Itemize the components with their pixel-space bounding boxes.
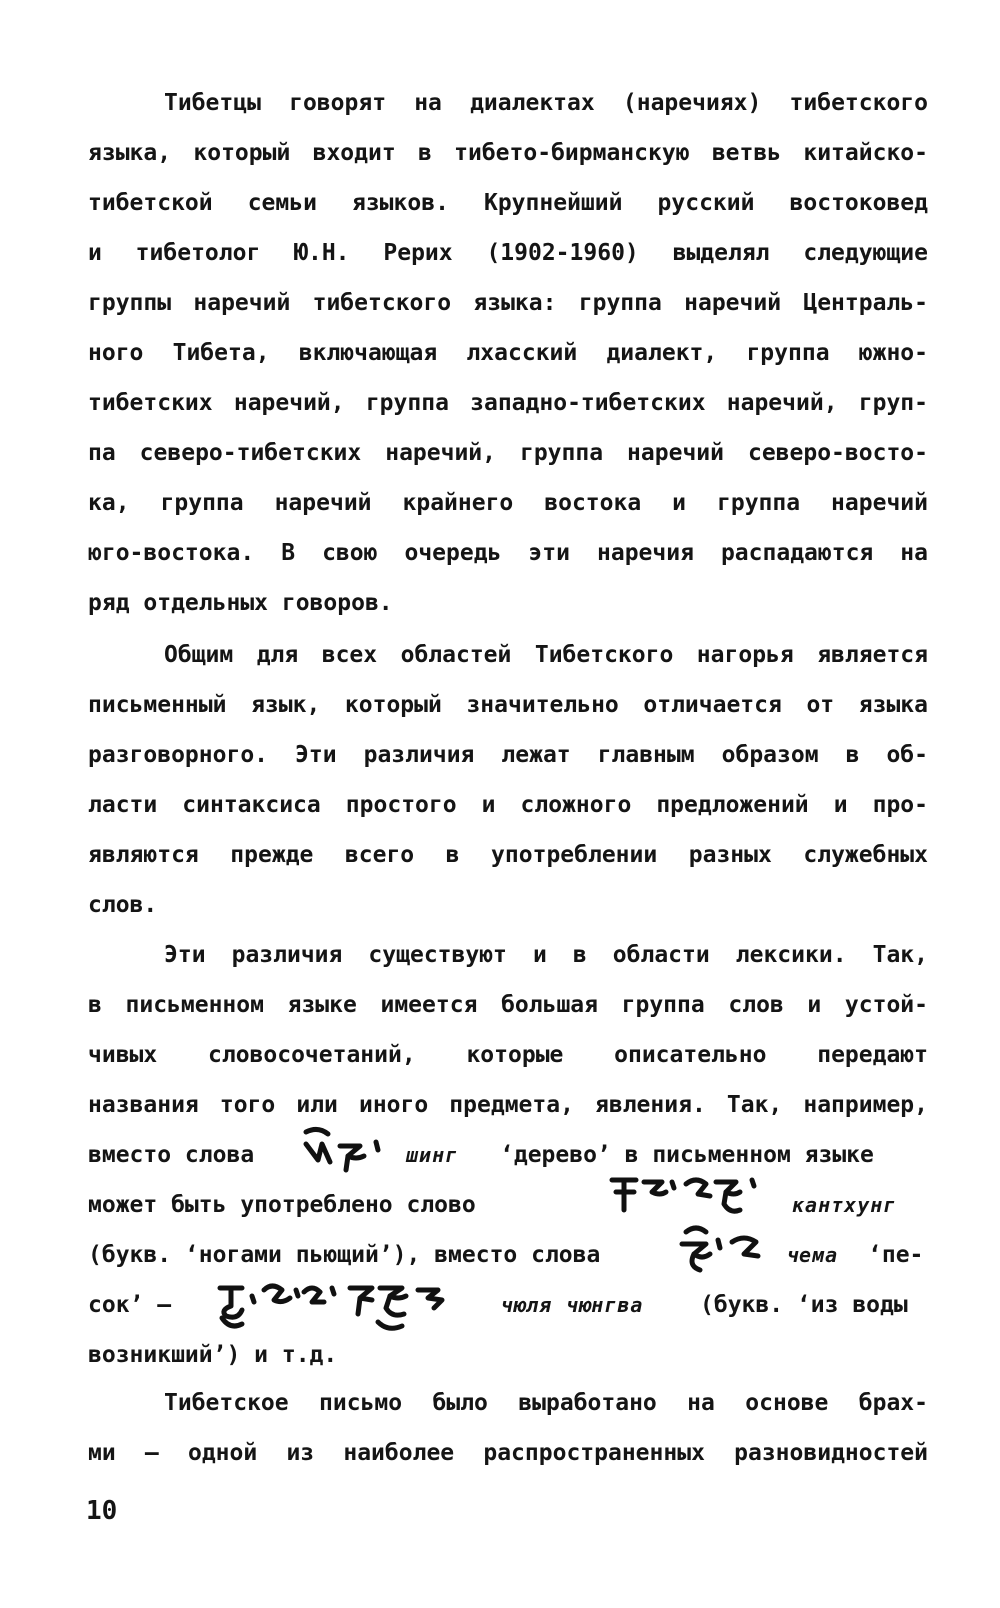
tibetan-word-kangthung: [606, 1170, 778, 1226]
text-line: и тибетолог Ю.Н. Рерих (1902-1960) выделял следующие: [88, 240, 928, 266]
text-line: являются прежде всего в употреблении разных служебных: [88, 842, 928, 868]
text-line-mixed: [88, 1240, 928, 1270]
text-line: в письменном языке имеется большая группа слов и устой-: [88, 992, 928, 1018]
transliteration: чюля чюнгва: [500, 1293, 644, 1317]
text-segment: может быть употреблено слово: [88, 1192, 476, 1218]
tibetan-phrase-chulay-chungwa: [212, 1274, 488, 1344]
text-line: возникший’) и т.д.: [88, 1342, 338, 1368]
text-segment: (букв. ‘ногами пьющий’), вместо слова: [88, 1242, 601, 1268]
text-line: чивых словосочетаний, которые описательно передают: [88, 1042, 928, 1068]
transliteration: кантхунг: [792, 1193, 897, 1217]
text-line: письменный язык, который значительно отличается от языка: [88, 692, 928, 718]
transliteration: чема: [786, 1243, 839, 1267]
text-segment: ‘дерево’ в письменном языке: [500, 1142, 874, 1168]
text-segment: (букв. ‘из воды: [700, 1292, 908, 1318]
text-line: тибетских наречий, группа западно-тибетских наречий, груп-: [88, 390, 928, 416]
text-line-mixed: [88, 1290, 928, 1320]
text-line: ного Тибета, включающая лхасский диалект, группа южно-: [88, 340, 928, 366]
text-line: Общим для всех областей Тибетского нагорья является: [164, 642, 928, 668]
text-line: группы наречий тибетского языка: группа наречий Централь-: [88, 290, 928, 316]
text-segment: сок’ –: [88, 1292, 172, 1318]
text-segment: вместо слова: [88, 1142, 255, 1168]
text-line: Тибетское письмо было выработано на основе брах-: [164, 1390, 928, 1416]
tibetan-word-shing: [298, 1126, 408, 1176]
text-line: ласти синтаксиса простого и сложного предложений и про-: [88, 792, 928, 818]
text-line: названия того или иного предмета, явления. Так, например,: [88, 1092, 928, 1118]
text-line: разговорного. Эти различия лежат главным образом в об-: [88, 742, 928, 768]
text-segment: ‘пе-: [868, 1242, 924, 1268]
text-line: ряд отдельных говоров.: [88, 590, 393, 616]
text-line: ка, группа наречий крайнего востока и группа наречий: [88, 490, 928, 516]
text-line: языка, который входит в тибето-бирманскую ветвь китайско-: [88, 140, 928, 166]
text-line-mixed: [88, 1190, 928, 1220]
text-line: ми – одной из наиболее распространенных разновидностей: [88, 1440, 928, 1466]
text-line: Эти различия существуют и в области лексики. Так,: [164, 942, 928, 968]
transliteration: шинг: [406, 1143, 459, 1167]
page-number: 10: [86, 1496, 118, 1526]
text-line: юго-востока. В свою очередь эти наречия распадаются на: [88, 540, 928, 566]
tibetan-word-chema: [674, 1222, 774, 1276]
text-line: слов.: [88, 892, 158, 918]
text-line-mixed: [88, 1140, 928, 1170]
text-line: па северо-тибетских наречий, группа наречий северо-восто-: [88, 440, 928, 466]
text-line: тибетской семьи языков. Крупнейший русский востоковед: [88, 190, 928, 216]
text-line: Тибетцы говорят на диалектах (наречиях) тибетского: [164, 90, 928, 116]
